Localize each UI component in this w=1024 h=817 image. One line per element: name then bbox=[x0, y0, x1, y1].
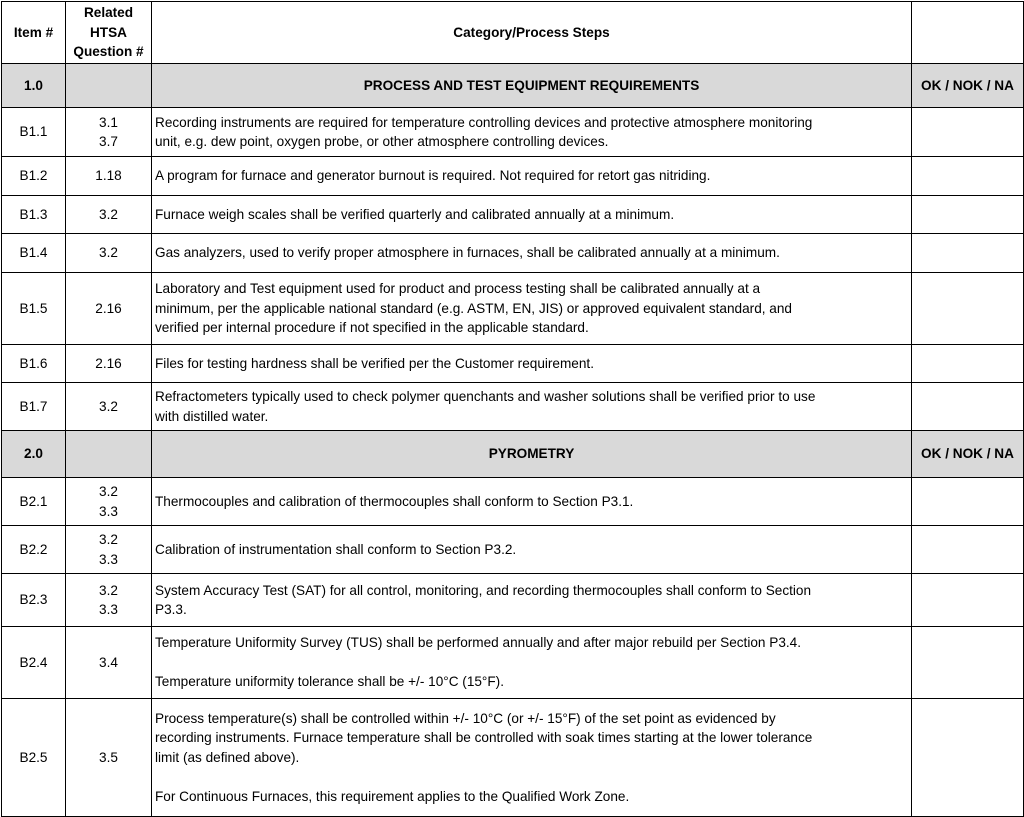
status-cell[interactable] bbox=[912, 273, 1024, 345]
requirement-text bbox=[152, 574, 912, 627]
section-title: PROCESS AND TEST EQUIPMENT REQUIREMENTS bbox=[152, 64, 912, 108]
status-cell[interactable] bbox=[912, 574, 1024, 627]
item-number: B1.7 bbox=[2, 383, 66, 431]
requirement-text bbox=[152, 699, 912, 817]
question-number: 3.2 bbox=[99, 398, 118, 414]
question-number: 3.2 bbox=[99, 245, 118, 261]
table-body bbox=[2, 2, 1024, 817]
section-status: OK / NOK / NA bbox=[912, 431, 1024, 478]
requirements-table bbox=[1, 1, 1024, 817]
status-cell[interactable] bbox=[912, 157, 1024, 196]
requirement-line: recording instruments. Furnace temperature shall be controlled with soak times starting at the lower tolerance bbox=[155, 730, 813, 746]
requirement-text bbox=[152, 627, 912, 699]
status-cell[interactable] bbox=[912, 196, 1024, 234]
requirement-line: Temperature Uniformity Survey (TUS) shall be performed annually and after major rebuild per Section P3.4. bbox=[155, 635, 801, 651]
requirement-text bbox=[152, 157, 912, 196]
question-number: 2.16 bbox=[95, 355, 122, 371]
question-numbers bbox=[66, 345, 152, 383]
question-number: 3.5 bbox=[99, 749, 118, 765]
question-number: 3.2 bbox=[99, 484, 118, 499]
table-row bbox=[2, 157, 1024, 196]
item-number: B1.1 bbox=[2, 108, 66, 157]
requirement-line: For Continuous Furnaces, this requirement applies to the Qualified Work Zone. bbox=[155, 788, 630, 804]
item-number: B2.3 bbox=[2, 574, 66, 627]
question-numbers bbox=[66, 108, 152, 157]
status-cell[interactable] bbox=[912, 234, 1024, 273]
header-question bbox=[66, 2, 152, 64]
question-numbers bbox=[66, 699, 152, 817]
requirement-text bbox=[152, 478, 912, 526]
table-row bbox=[2, 478, 1024, 526]
item-number: B2.4 bbox=[2, 627, 66, 699]
question-numbers bbox=[66, 234, 152, 273]
requirement-line: Refractometers typically used to check polymer quenchants and washer solutions shall be verified prior to use bbox=[155, 389, 816, 404]
question-number: 2.16 bbox=[95, 300, 122, 316]
section-row bbox=[2, 64, 1024, 108]
table-row bbox=[2, 273, 1024, 345]
table-row bbox=[2, 699, 1024, 817]
question-numbers bbox=[66, 273, 152, 345]
question-number: 3.3 bbox=[99, 503, 118, 519]
item-number: B2.5 bbox=[2, 699, 66, 817]
question-numbers bbox=[66, 627, 152, 699]
requirement-line: P3.3. bbox=[155, 602, 187, 617]
item-number: B1.3 bbox=[2, 196, 66, 234]
requirement-text bbox=[152, 383, 912, 431]
section-title: PYROMETRY bbox=[152, 431, 912, 478]
item-number: B2.2 bbox=[2, 526, 66, 574]
requirement-line: limit (as defined above). bbox=[155, 749, 300, 765]
requirement-line: System Accuracy Test (SAT) for all control, monitoring, and recording thermocouples shall conform to Section bbox=[155, 582, 812, 598]
requirement-text bbox=[152, 526, 912, 574]
question-number: 3.2 bbox=[99, 206, 118, 222]
blank-line bbox=[155, 767, 908, 787]
status-cell[interactable] bbox=[912, 383, 1024, 431]
requirement-line: Gas analyzers, used to verify proper atmosphere in furnaces, shall be calibrated annually at a minimum. bbox=[155, 245, 780, 261]
requirement-line: Furnace weigh scales shall be verified quarterly and calibrated annually at a minimum. bbox=[155, 206, 675, 222]
requirement-line: Calibration of instrumentation shall conform to Section P3.2. bbox=[155, 541, 517, 557]
header-question-line: Question # bbox=[73, 44, 144, 60]
table-row bbox=[2, 196, 1024, 234]
table-row bbox=[2, 383, 1024, 431]
table-row bbox=[2, 574, 1024, 627]
header-question-line: HTSA bbox=[89, 24, 127, 40]
section-status: OK / NOK / NA bbox=[912, 64, 1024, 108]
item-number: B1.5 bbox=[2, 273, 66, 345]
status-cell[interactable] bbox=[912, 345, 1024, 383]
question-numbers bbox=[66, 478, 152, 526]
item-number: B2.1 bbox=[2, 478, 66, 526]
question-numbers bbox=[66, 157, 152, 196]
requirement-text bbox=[152, 345, 912, 383]
question-numbers bbox=[66, 383, 152, 431]
question-number: 3.2 bbox=[99, 532, 118, 547]
question-number: 3.3 bbox=[99, 551, 118, 567]
section-question-blank bbox=[66, 64, 152, 108]
status-cell[interactable] bbox=[912, 526, 1024, 574]
requirement-line: Files for testing hardness shall be verified per the Customer requirement. bbox=[155, 355, 594, 371]
question-number: 1.18 bbox=[95, 168, 122, 184]
table-row bbox=[2, 108, 1024, 157]
requirement-text bbox=[152, 273, 912, 345]
item-number: B1.2 bbox=[2, 157, 66, 196]
question-number: 3.7 bbox=[99, 134, 118, 149]
question-number: 3.4 bbox=[99, 654, 118, 670]
table-row bbox=[2, 526, 1024, 574]
question-number: 3.2 bbox=[99, 582, 118, 598]
requirement-line: Process temperature(s) shall be controlled within +/- 10°C (or +/- 15°F) of the set point as evidenced by bbox=[155, 710, 776, 726]
requirement-line: A program for furnace and generator burnout is required. Not required for retort gas nitriding. bbox=[155, 168, 711, 184]
requirement-line: Temperature uniformity tolerance shall be +/- 10°C (15°F). bbox=[155, 674, 504, 690]
section-number: 1.0 bbox=[2, 64, 66, 108]
requirement-line: verified per internal procedure if not specified in the applicable standard. bbox=[155, 320, 589, 336]
header-category: Category/Process Steps bbox=[152, 2, 912, 64]
section-question-blank bbox=[66, 431, 152, 478]
requirement-line: minimum, per the applicable national standard (e.g. ASTM, EN, JIS) or approved equivalent standard, and bbox=[155, 300, 792, 316]
requirement-line: unit, e.g. dew point, oxygen probe, or other atmosphere controlling devices. bbox=[155, 134, 609, 149]
question-numbers bbox=[66, 196, 152, 234]
item-number: B1.4 bbox=[2, 234, 66, 273]
requirement-text bbox=[152, 234, 912, 273]
table-row bbox=[2, 234, 1024, 273]
status-cell[interactable] bbox=[912, 478, 1024, 526]
requirement-line: Laboratory and Test equipment used for product and process testing shall be calibrated annually at a bbox=[155, 281, 761, 297]
requirement-line: Thermocouples and calibration of thermocouples shall conform to Section P3.1. bbox=[155, 493, 634, 509]
header-status bbox=[912, 2, 1024, 64]
table-row bbox=[2, 627, 1024, 699]
status-cell[interactable] bbox=[912, 108, 1024, 157]
requirement-text bbox=[152, 196, 912, 234]
item-number: B1.6 bbox=[2, 345, 66, 383]
blank-line bbox=[155, 653, 908, 673]
question-number: 3.1 bbox=[99, 114, 118, 130]
status-cell[interactable] bbox=[912, 699, 1024, 817]
header-row bbox=[2, 2, 1024, 64]
requirement-line: Recording instruments are required for temperature controlling devices and protective atmosphere monitoring bbox=[155, 114, 813, 130]
question-number: 3.3 bbox=[99, 602, 118, 617]
question-numbers bbox=[66, 574, 152, 627]
section-number: 2.0 bbox=[2, 431, 66, 478]
requirement-line: with distilled water. bbox=[155, 408, 269, 424]
header-question-line: Related bbox=[83, 5, 134, 21]
table-row bbox=[2, 345, 1024, 383]
section-row bbox=[2, 431, 1024, 478]
requirement-text bbox=[152, 108, 912, 157]
status-cell[interactable] bbox=[912, 627, 1024, 699]
header-item: Item # bbox=[2, 2, 66, 64]
question-numbers bbox=[66, 526, 152, 574]
